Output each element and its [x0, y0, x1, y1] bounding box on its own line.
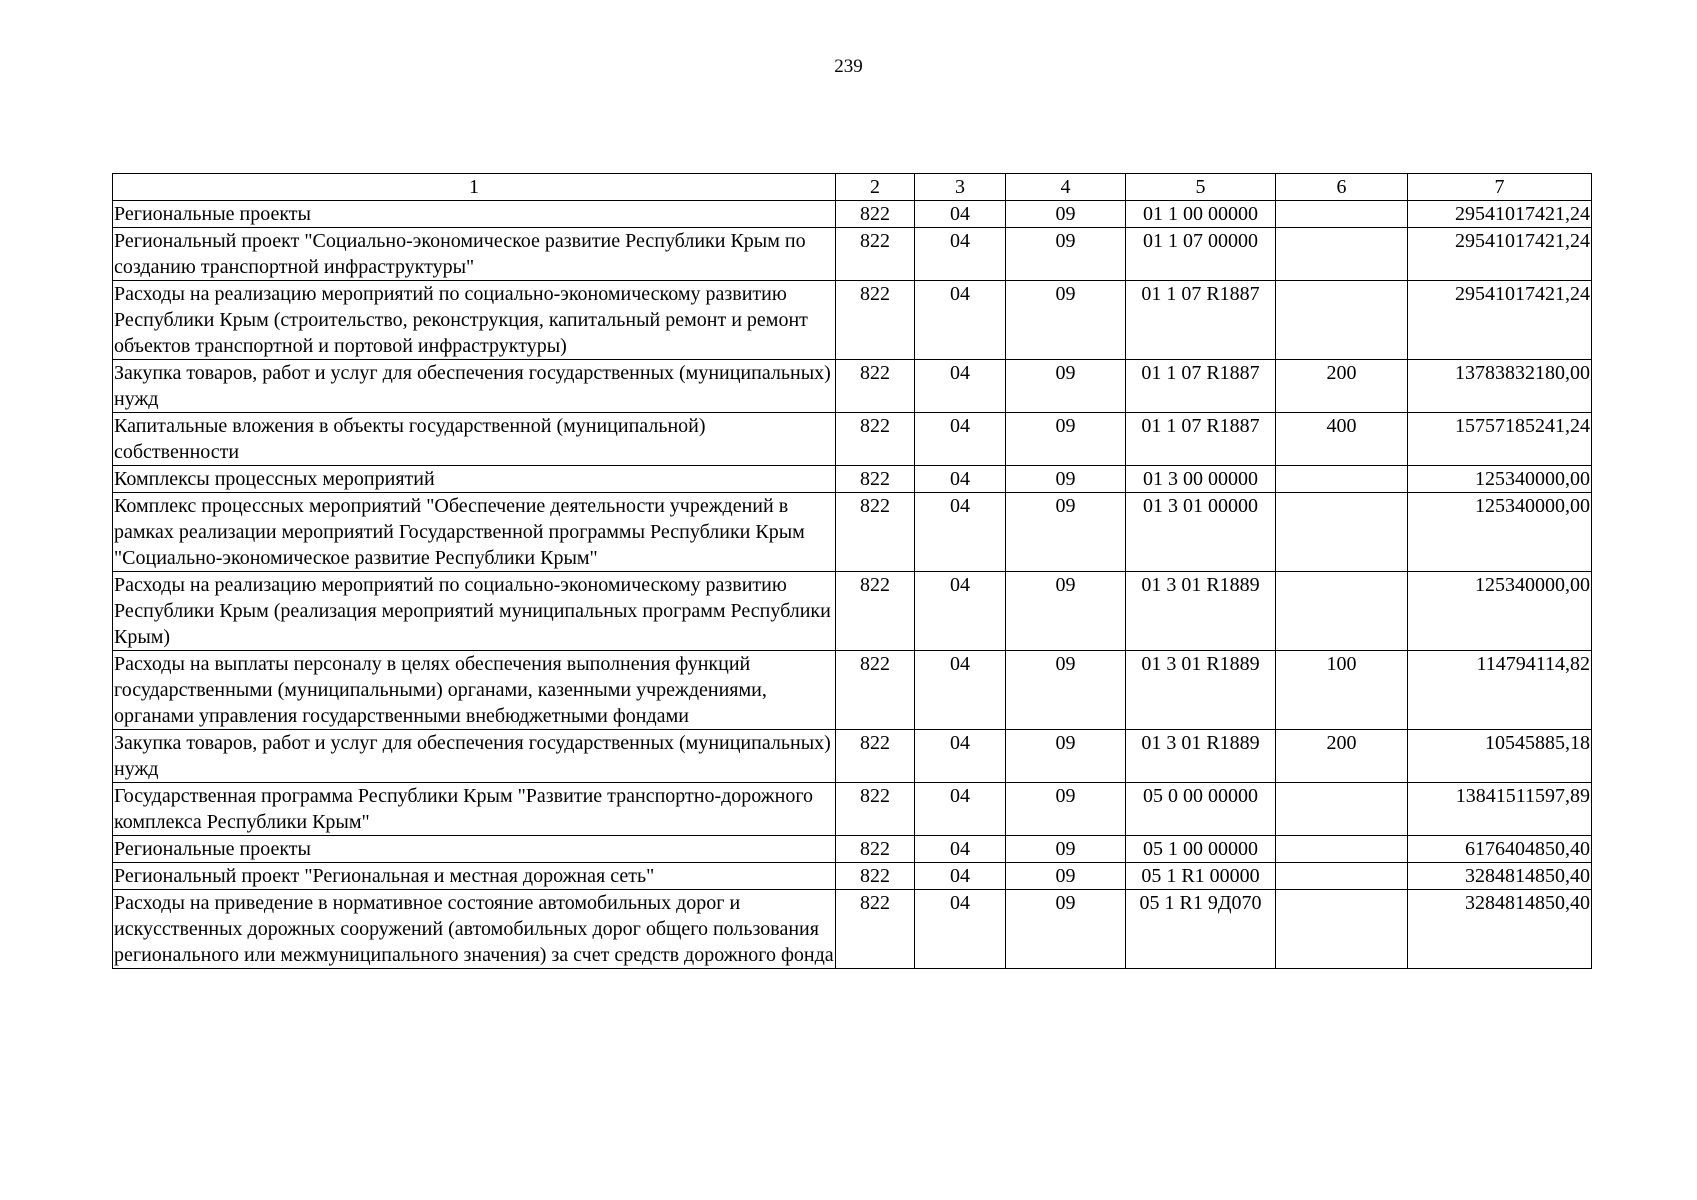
table-row — [113, 730, 1592, 783]
expense-name: Региональный проект "Социально-экономическое развитие Республики Крым по созданию транспортной инфраструктуры" — [113, 228, 836, 281]
expense-name: Комплекс процессных мероприятий "Обеспечение деятельности учреждений в рамках реализации мероприятий Государственной программы Республики Крым "Социально-экономическое развитие Республики Крым" — [113, 493, 836, 572]
ministry-code: 822 — [836, 890, 915, 969]
section-code: 04 — [915, 651, 1006, 730]
amount: 10545885,18 — [1408, 730, 1592, 783]
expense-type-code — [1276, 890, 1408, 969]
expense-type-code — [1276, 572, 1408, 651]
table-row — [113, 890, 1592, 969]
expense-type-code: 200 — [1276, 360, 1408, 413]
amount: 114794114,82 — [1408, 651, 1592, 730]
target-article-code: 01 3 00 00000 — [1126, 466, 1276, 493]
amount: 125340000,00 — [1408, 493, 1592, 572]
section-code: 04 — [915, 228, 1006, 281]
target-article-code: 05 1 R1 9Д070 — [1126, 890, 1276, 969]
expense-name: Расходы на реализацию мероприятий по социально-экономическому развитию Республики Крым (реализация мероприятий муниципальных программ Республики Крым) — [113, 572, 836, 651]
page-number: 239 — [834, 56, 863, 77]
expense-name: Комплексы процессных мероприятий — [113, 466, 836, 493]
table-row — [113, 493, 1592, 572]
subsection-code: 09 — [1006, 572, 1126, 651]
expense-name: Расходы на приведение в нормативное состояние автомобильных дорог и искусственных дорожных сооружений (автомобильных дорог общего пользования регионального или межмуниципального значения) за счет средств дорожного фонда — [113, 890, 836, 969]
header-row — [113, 174, 1592, 201]
amount: 125340000,00 — [1408, 466, 1592, 493]
subsection-code: 09 — [1006, 730, 1126, 783]
target-article-code: 01 1 07 R1887 — [1126, 413, 1276, 466]
section-code: 04 — [915, 413, 1006, 466]
subsection-code: 09 — [1006, 413, 1126, 466]
amount: 29541017421,24 — [1408, 228, 1592, 281]
budget-table — [112, 173, 1592, 969]
table-row — [113, 572, 1592, 651]
table-row — [113, 281, 1592, 360]
amount: 13841511597,89 — [1408, 783, 1592, 836]
expense-name: Расходы на выплаты персоналу в целях обеспечения выполнения функций государственными (муниципальными) органами, казенными учреждениями, органами управления государственными внебюджетными фондами — [113, 651, 836, 730]
table-row — [113, 228, 1592, 281]
subsection-code: 09 — [1006, 466, 1126, 493]
ministry-code: 822 — [836, 413, 915, 466]
column-header: 3 — [915, 174, 1006, 201]
subsection-code: 09 — [1006, 890, 1126, 969]
target-article-code: 05 1 00 00000 — [1126, 836, 1276, 863]
table-row — [113, 836, 1592, 863]
expense-name: Закупка товаров, работ и услуг для обеспечения государственных (муниципальных) нужд — [113, 360, 836, 413]
target-article-code: 01 1 07 R1887 — [1126, 360, 1276, 413]
section-code: 04 — [915, 360, 1006, 413]
ministry-code: 822 — [836, 836, 915, 863]
section-code: 04 — [915, 836, 1006, 863]
ministry-code: 822 — [836, 863, 915, 890]
ministry-code: 822 — [836, 572, 915, 651]
column-header: 7 — [1408, 174, 1592, 201]
target-article-code: 05 0 00 00000 — [1126, 783, 1276, 836]
amount: 13783832180,00 — [1408, 360, 1592, 413]
amount: 29541017421,24 — [1408, 201, 1592, 228]
expense-type-code — [1276, 466, 1408, 493]
target-article-code: 01 3 01 R1889 — [1126, 651, 1276, 730]
ministry-code: 822 — [836, 360, 915, 413]
section-code: 04 — [915, 863, 1006, 890]
expense-type-code — [1276, 228, 1408, 281]
expense-name: Закупка товаров, работ и услуг для обеспечения государственных (муниципальных) нужд — [113, 730, 836, 783]
section-code: 04 — [915, 572, 1006, 651]
expense-name: Расходы на реализацию мероприятий по социально-экономическому развитию Республики Крым (строительство, реконструкция, капитальный ремонт и ремонт объектов транспортной и портовой инфраструктуры) — [113, 281, 836, 360]
column-header: 1 — [113, 174, 836, 201]
expense-name: Региональный проект "Региональная и местная дорожная сеть" — [113, 863, 836, 890]
ministry-code: 822 — [836, 493, 915, 572]
table-row — [113, 783, 1592, 836]
target-article-code: 01 1 00 00000 — [1126, 201, 1276, 228]
table-row — [113, 466, 1592, 493]
expense-type-code: 200 — [1276, 730, 1408, 783]
expense-type-code — [1276, 493, 1408, 572]
amount: 6176404850,40 — [1408, 836, 1592, 863]
section-code: 04 — [915, 890, 1006, 969]
target-article-code: 01 1 07 R1887 — [1126, 281, 1276, 360]
table-row — [113, 651, 1592, 730]
subsection-code: 09 — [1006, 783, 1126, 836]
column-header: 6 — [1276, 174, 1408, 201]
section-code: 04 — [915, 466, 1006, 493]
table-row — [113, 201, 1592, 228]
expense-type-code: 100 — [1276, 651, 1408, 730]
expense-type-code — [1276, 281, 1408, 360]
amount: 125340000,00 — [1408, 572, 1592, 651]
column-header: 2 — [836, 174, 915, 201]
ministry-code: 822 — [836, 783, 915, 836]
section-code: 04 — [915, 783, 1006, 836]
section-code: 04 — [915, 281, 1006, 360]
section-code: 04 — [915, 493, 1006, 572]
subsection-code: 09 — [1006, 836, 1126, 863]
table-row — [113, 413, 1592, 466]
expense-name: Региональные проекты — [113, 201, 836, 228]
table-row — [113, 360, 1592, 413]
amount: 29541017421,24 — [1408, 281, 1592, 360]
section-code: 04 — [915, 201, 1006, 228]
expense-name: Региональные проекты — [113, 836, 836, 863]
section-code: 04 — [915, 730, 1006, 783]
target-article-code: 05 1 R1 00000 — [1126, 863, 1276, 890]
ministry-code: 822 — [836, 730, 915, 783]
target-article-code: 01 3 01 R1889 — [1126, 730, 1276, 783]
table-row — [113, 863, 1592, 890]
subsection-code: 09 — [1006, 281, 1126, 360]
subsection-code: 09 — [1006, 493, 1126, 572]
column-header: 5 — [1126, 174, 1276, 201]
subsection-code: 09 — [1006, 201, 1126, 228]
expense-type-code — [1276, 863, 1408, 890]
ministry-code: 822 — [836, 651, 915, 730]
amount: 15757185241,24 — [1408, 413, 1592, 466]
ministry-code: 822 — [836, 281, 915, 360]
expense-type-code — [1276, 783, 1408, 836]
target-article-code: 01 1 07 00000 — [1126, 228, 1276, 281]
expense-name: Капитальные вложения в объекты государственной (муниципальной) собственности — [113, 413, 836, 466]
subsection-code: 09 — [1006, 360, 1126, 413]
amount: 3284814850,40 — [1408, 863, 1592, 890]
expense-type-code — [1276, 201, 1408, 228]
ministry-code: 822 — [836, 228, 915, 281]
column-header: 4 — [1006, 174, 1126, 201]
expense-type-code: 400 — [1276, 413, 1408, 466]
target-article-code: 01 3 01 R1889 — [1126, 572, 1276, 651]
subsection-code: 09 — [1006, 863, 1126, 890]
expense-type-code — [1276, 836, 1408, 863]
expense-name: Государственная программа Республики Крым "Развитие транспортно-дорожного комплекса Республики Крым" — [113, 783, 836, 836]
target-article-code: 01 3 01 00000 — [1126, 493, 1276, 572]
ministry-code: 822 — [836, 201, 915, 228]
subsection-code: 09 — [1006, 651, 1126, 730]
amount: 3284814850,40 — [1408, 890, 1592, 969]
ministry-code: 822 — [836, 466, 915, 493]
subsection-code: 09 — [1006, 228, 1126, 281]
